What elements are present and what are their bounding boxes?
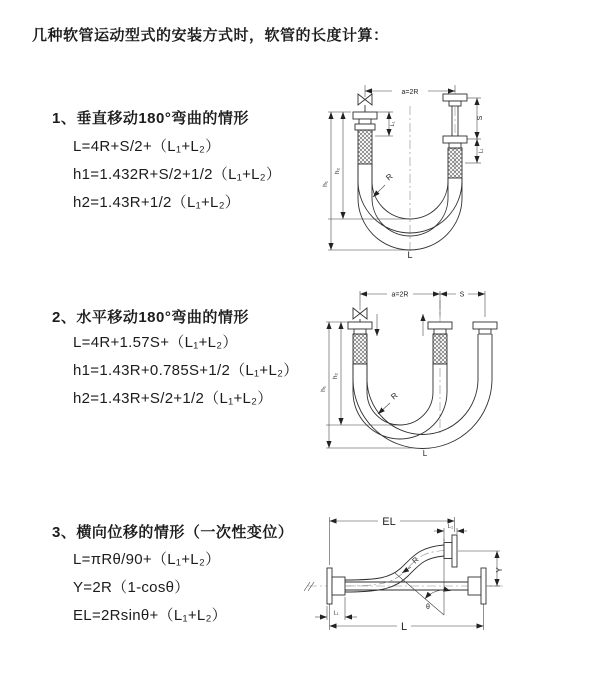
dimension-s	[440, 290, 485, 299]
braid-section-middle	[433, 334, 447, 364]
dimension-l1-top	[434, 524, 467, 541]
section-2-heading: 2、水平移动180°弯曲的情形	[52, 309, 249, 326]
label-h1: h₁	[320, 386, 327, 392]
diagram-vertical-180-bend	[315, 76, 595, 261]
section-1-heading: 1、垂直移动180°弯曲的情形	[52, 110, 249, 127]
middle-flange	[428, 322, 452, 334]
formula-h2: h2=1.43R+S/2+1/2（L₁+L₂）	[73, 390, 273, 407]
displaced-hose	[345, 545, 444, 592]
section-2-formulas	[73, 329, 299, 413]
diagram-lateral-displacement	[298, 505, 598, 650]
label-l1-left: L₁	[390, 121, 396, 127]
label-s: S	[477, 115, 484, 121]
label-y: Y	[495, 567, 504, 573]
label-l1-top: L₁	[448, 524, 453, 530]
left-flange	[327, 568, 345, 604]
formula-length: L=4R+1.57S+（L₁+L₂）	[73, 334, 238, 351]
label-s: S	[459, 291, 465, 299]
formula-h2: h2=1.43R+1/2（L₁+L₂）	[73, 194, 241, 211]
label-el: EL	[382, 516, 396, 528]
section-3-formulas	[73, 546, 227, 630]
dimension-span	[365, 85, 455, 97]
radius-leader	[378, 391, 400, 414]
label-l1-left: L₁	[333, 610, 339, 617]
label-span: a=2R	[401, 89, 419, 96]
right-flange	[473, 322, 497, 344]
section-1-formulas	[73, 133, 281, 217]
dimension-l1-left	[315, 597, 357, 620]
label-radius: R	[384, 171, 395, 183]
label-l1-right: L₁	[478, 148, 485, 154]
label-radius: R	[410, 554, 421, 566]
left-flange	[353, 112, 377, 130]
formula-y: Y=2R（1-cosθ）	[73, 579, 190, 596]
formula-length: L=4R+S/2+（L₁+L₂）	[73, 138, 221, 155]
upper-flange	[444, 535, 457, 567]
label-span: a=2R	[391, 291, 409, 299]
braid-section-right	[448, 148, 462, 178]
right-flange	[468, 568, 486, 604]
reference-arrows	[377, 314, 423, 336]
label-length: L	[407, 250, 413, 260]
label-theta: θ	[426, 604, 430, 611]
section-3-heading: 3、横向位移的情形（一次性变位）	[52, 524, 294, 541]
left-flange	[348, 322, 372, 334]
label-h2: h₂	[332, 372, 339, 380]
pipe-break-mark	[304, 582, 314, 591]
diagram-horizontal-180-bend	[315, 284, 595, 460]
formula-el: EL=2Rsinθ+（L₁+L₂）	[73, 607, 227, 624]
label-h1: h₁	[322, 181, 329, 187]
label-h2: h₂	[334, 167, 341, 175]
braid-section-left	[353, 334, 367, 364]
formula-h1: h1=1.432R+S/2+1/2（L₁+L₂）	[73, 166, 282, 183]
hose-u-curves	[353, 344, 492, 449]
radius-leader	[373, 172, 395, 197]
formula-h1: h1=1.43R+0.785S+1/2（L₁+L₂）	[73, 362, 299, 379]
braid-section-left	[358, 130, 372, 164]
dimension-l1-right	[465, 139, 485, 163]
dimension-l1-left	[375, 112, 396, 136]
page-title: 几种软管运动型式的安装方式时，软管的长度计算：	[32, 27, 389, 44]
label-length: L	[400, 621, 408, 633]
right-flange-lower	[443, 136, 467, 148]
formula-length: L=πRθ/90+（L₁+L₂）	[73, 551, 221, 568]
dimension-l	[330, 604, 484, 633]
label-length: L	[422, 449, 428, 458]
valve-icon	[353, 308, 367, 322]
label-radius: R	[389, 390, 400, 402]
dimension-s	[467, 98, 484, 139]
